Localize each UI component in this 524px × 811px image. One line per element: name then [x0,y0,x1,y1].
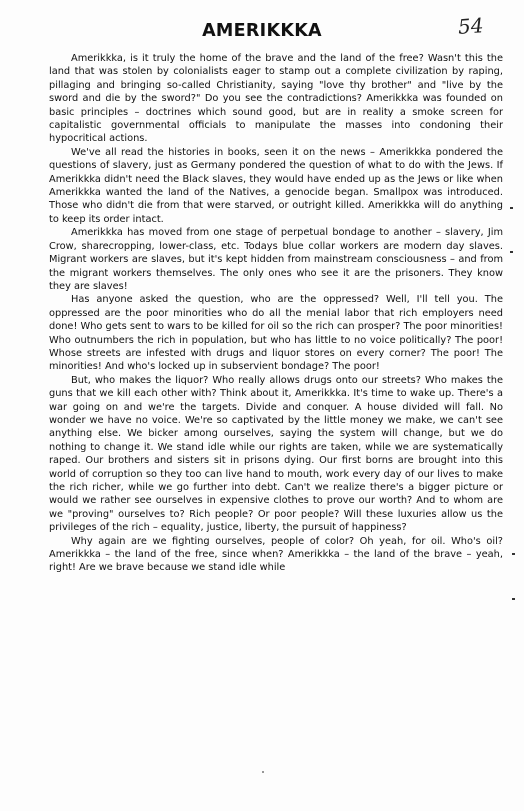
margin-mark [512,553,515,555]
document-title: AMERIKKKA [202,21,322,41]
paragraph: Has anyone asked the question, who are the oppressed? Well, I'll tell you. The oppressed are the poor minorities who do all the menial labor that rich employers need done! Who gets sent to wars to be killed for oil so the rich can prosper? The poor minorities! Who outnumbers the rich in population, but who has little to no voice politically? The poor! Whose streets are infested with drugs and liquor stores on every corner? The poor! The minorities! And who's locked up in subservient bondage? The poor! [49,294,503,373]
paragraph: We've all read the histories in books, seen it on the news – Amerikkka pondered the questions of slavery, just as Germany pondered the question of what to do with the Jews. If Amerikkka didn't need the Black slaves, they would have ended up as the Jews or like when Amerikkka wanted the land of the Natives, a genocide began. Smallpox was introduced. Those who didn't die from that were starved, or outright killed. Amerikkka will do anything to keep its order intact. [49,146,503,225]
paragraph: Amerikkka, is it truly the home of the brave and the land of the free? Wasn't this the land that was stolen by colonialists eager to stamp out a complete civilization by raping, pillaging and bringing so-called Christianity, saying "love thy brother" and "live by the sword and die by the sword?" Do you see the contradictions? Amerikkka was founded on basic principles – doctrines which sound good, but are in reality a smoke screen for capitalistic governmental officials to manipulate the masses into condoning their hypocritical actions. [49,53,503,145]
margin-mark [510,207,513,209]
scan-speck [262,771,264,773]
margin-mark [512,598,515,600]
document-body [49,52,503,575]
paragraph: But, who makes the liquor? Who really allows drugs onto our streets? Who makes the guns that we kill each other with? Think about it, Amerikkka. It's time to wake up. There's a war going on and we're the targets. Divide and conquer. A house divided will fall. No wonder we have no voice. We're so captivated by the little money we make, we can't see anything else. We bicker among ourselves, saying the system will change, but we do nothing to change it. We stand idle while our rights are taken, while we are systematically raped. Our brothers and sisters sit in prisons dying. Our first borns are brought into this world of corruption so they too can live hand to mouth, work every day of our lives to make the rich richer, while we go further into debt. Can't we realize there's a bigger picture or would we rather see ourselves in expensive clothes to prove our worth? And to whom are we "proving" ourselves to? Rich people? Or poor people? Will these luxuries allow us the privileges of the rich – equality, justice, liberty, the pursuit of happiness? [49,374,503,534]
handwritten-page-number: 54 [457,13,485,39]
paragraph: Why again are we fighting ourselves, people of color? Oh yeah, for oil. Who's oil? Amerikkka – the land of the free, since when? Amerikkka – the land of the brave – yeah, right! Are we brave because we stand idle while [49,535,503,574]
paragraph: Amerikkka has moved from one stage of perpetual bondage to another – slavery, Jim Crow, sharecropping, lower-class, etc. Todays blue collar workers are modern day slaves. Migrant workers are slaves, but it's kept hidden from mainstream consciousness – and from the migrant workers themselves. The only ones who see it are the prisoners. They know they are slaves! [49,227,503,292]
margin-mark [510,251,513,253]
